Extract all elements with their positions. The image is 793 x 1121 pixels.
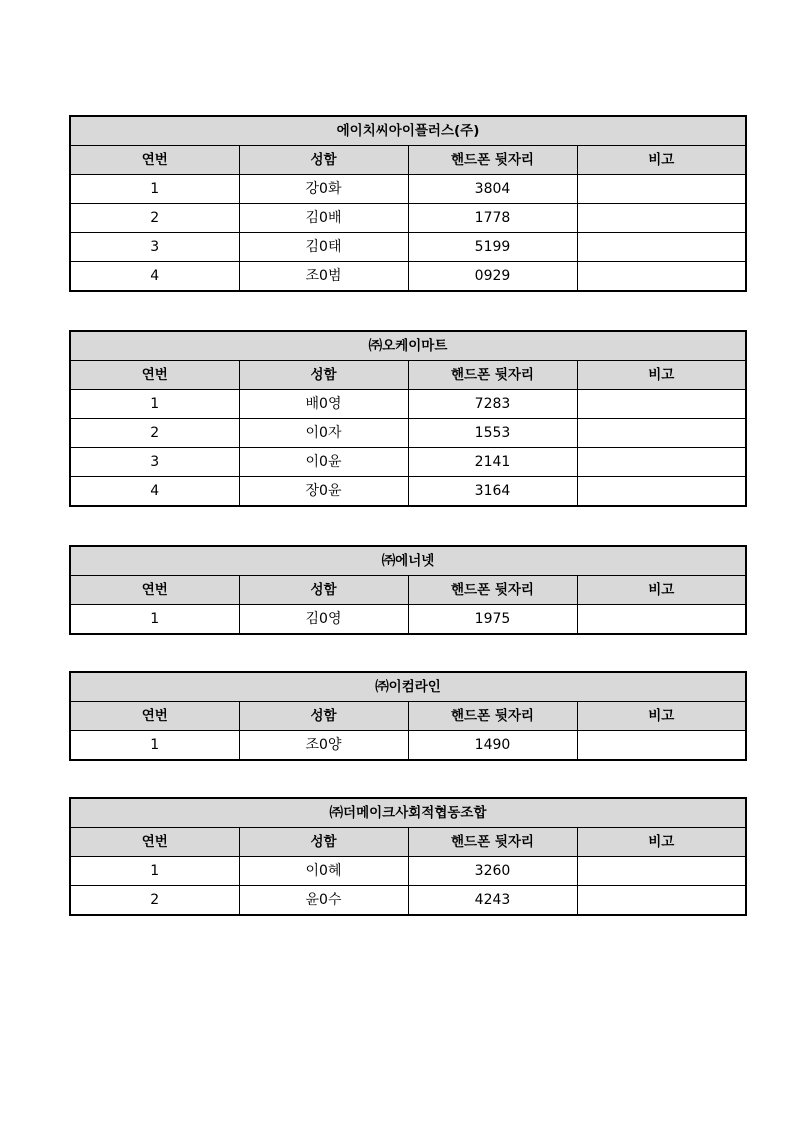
- cell-note: [577, 605, 746, 635]
- company-table: [69, 797, 747, 916]
- header-note: 비고: [577, 828, 746, 857]
- table-row: [70, 477, 746, 507]
- cell-phone: 3260: [408, 857, 577, 886]
- cell-note: [577, 731, 746, 761]
- company-table: [69, 671, 747, 761]
- header-note: 비고: [577, 146, 746, 175]
- cell-phone: 4243: [408, 886, 577, 916]
- cell-no: 4: [70, 477, 239, 507]
- company-name: 에이치씨아이플러스(주): [70, 116, 746, 146]
- cell-no: 1: [70, 390, 239, 419]
- company-table: [69, 330, 747, 507]
- cell-name: 김0영: [239, 605, 408, 635]
- cell-name: 김0배: [239, 204, 408, 233]
- cell-note: [577, 204, 746, 233]
- cell-phone: 1778: [408, 204, 577, 233]
- header-name: 성함: [239, 146, 408, 175]
- header-no: 연번: [70, 146, 239, 175]
- cell-phone: 1490: [408, 731, 577, 761]
- table-row: [70, 731, 746, 761]
- header-phone: 핸드폰 뒷자리: [408, 828, 577, 857]
- cell-no: 4: [70, 262, 239, 292]
- cell-no: 2: [70, 204, 239, 233]
- header-phone: 핸드폰 뒷자리: [408, 702, 577, 731]
- table-row: [70, 175, 746, 204]
- header-phone: 핸드폰 뒷자리: [408, 576, 577, 605]
- company-name: ㈜이컴라인: [70, 672, 746, 702]
- cell-name: 이0자: [239, 419, 408, 448]
- table-row: [70, 204, 746, 233]
- company-table: [69, 115, 747, 292]
- company-name: ㈜오케이마트: [70, 331, 746, 361]
- cell-name: 배0영: [239, 390, 408, 419]
- header-name: 성함: [239, 828, 408, 857]
- cell-note: [577, 857, 746, 886]
- company-name: ㈜더메이크사회적협동조합: [70, 798, 746, 828]
- header-note: 비고: [577, 702, 746, 731]
- header-no: 연번: [70, 576, 239, 605]
- header-no: 연번: [70, 361, 239, 390]
- cell-no: 3: [70, 448, 239, 477]
- cell-phone: 1553: [408, 419, 577, 448]
- header-note: 비고: [577, 576, 746, 605]
- cell-no: 1: [70, 857, 239, 886]
- cell-no: 1: [70, 731, 239, 761]
- header-name: 성함: [239, 702, 408, 731]
- header-no: 연번: [70, 828, 239, 857]
- header-note: 비고: [577, 361, 746, 390]
- cell-name: 조0양: [239, 731, 408, 761]
- cell-name: 이0혜: [239, 857, 408, 886]
- cell-phone: 2141: [408, 448, 577, 477]
- cell-phone: 1975: [408, 605, 577, 635]
- cell-name: 이0윤: [239, 448, 408, 477]
- cell-note: [577, 233, 746, 262]
- cell-phone: 5199: [408, 233, 577, 262]
- cell-phone: 7283: [408, 390, 577, 419]
- cell-phone: 0929: [408, 262, 577, 292]
- cell-note: [577, 390, 746, 419]
- header-phone: 핸드폰 뒷자리: [408, 361, 577, 390]
- table-row: [70, 886, 746, 916]
- cell-note: [577, 886, 746, 916]
- header-phone: 핸드폰 뒷자리: [408, 146, 577, 175]
- cell-phone: 3164: [408, 477, 577, 507]
- cell-no: 1: [70, 175, 239, 204]
- cell-note: [577, 262, 746, 292]
- cell-phone: 3804: [408, 175, 577, 204]
- cell-note: [577, 477, 746, 507]
- cell-note: [577, 175, 746, 204]
- table-row: [70, 262, 746, 292]
- header-name: 성함: [239, 361, 408, 390]
- cell-note: [577, 419, 746, 448]
- cell-name: 윤0수: [239, 886, 408, 916]
- table-row: [70, 605, 746, 635]
- cell-no: 3: [70, 233, 239, 262]
- header-no: 연번: [70, 702, 239, 731]
- cell-note: [577, 448, 746, 477]
- table-row: [70, 390, 746, 419]
- table-row: [70, 233, 746, 262]
- company-table: [69, 545, 747, 635]
- cell-name: 김0태: [239, 233, 408, 262]
- cell-name: 장0윤: [239, 477, 408, 507]
- table-row: [70, 857, 746, 886]
- company-name: ㈜에너넷: [70, 546, 746, 576]
- table-row: [70, 448, 746, 477]
- table-row: [70, 419, 746, 448]
- cell-no: 1: [70, 605, 239, 635]
- cell-no: 2: [70, 419, 239, 448]
- cell-name: 조0범: [239, 262, 408, 292]
- header-name: 성함: [239, 576, 408, 605]
- cell-no: 2: [70, 886, 239, 916]
- cell-name: 강0화: [239, 175, 408, 204]
